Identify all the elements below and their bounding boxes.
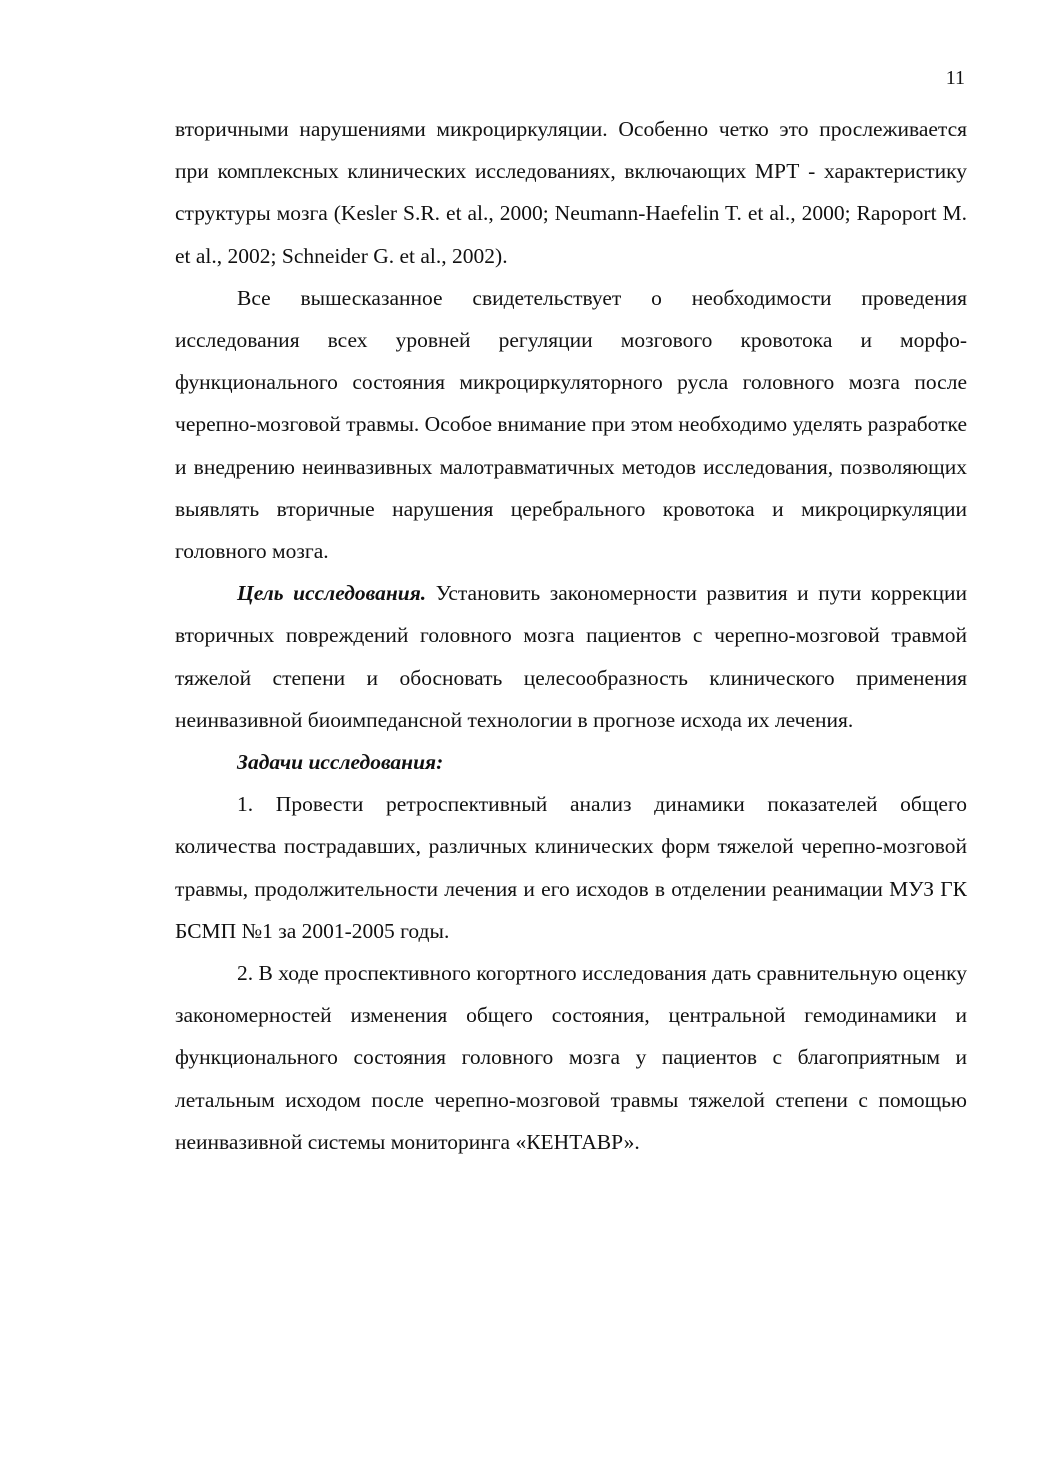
goal-text: Установить закономерности развития и пути коррекции вторичных повреждений головного мозга пациентов с черепно-мозговой травмой тяжелой степени и обосновать целесообразность клинического применения неинвазивной биоимпедансной технологии в прогнозе исхода их лечения.	[175, 581, 967, 732]
paragraph-relevance: Все вышесказанное свидетельствует о необходимости проведения исследования всех уровней регуляции мозгового кровотока и морфо-функционального состояния микроциркуляторного русла головного мозга после черепно-мозговой травмы. Особое внимание при этом необходимо уделять разработке и внедрению неинвазивных малотравматичных методов исследования, позволяющих выявлять вторичные нарушения церебрального кровотока и микроциркуляции головного мозга.	[175, 285, 967, 564]
page-number: 11	[945, 67, 965, 89]
task-item-2: 2. В ходе проспективного когортного исследования дать сравнительную оценку закономерностей изменения общего состояния, центральной гемодинамики и функционального состояния головного мозга у пациентов с благоприятным и летальным исходом после черепно-мозговой травмы тяжелой степени с помощью неинвазивной системы мониторинга «КЕНТАВР».	[175, 961, 967, 1154]
paragraph-goal	[175, 572, 967, 741]
paragraph-continuation: вторичными нарушениями микроциркуляции. Особенно четко это прослеживается при комплексных клинических исследованиях, включающих МРТ - характеристику структуры мозга (Kesler S.R. et al., 2000; Neumann-Haefelin T. et al., 2000; Rapoport M. et al., 2002; Schneider G. et al., 2002).	[175, 117, 967, 268]
tasks-heading: Задачи исследования:	[237, 750, 444, 775]
document-body	[175, 108, 967, 1163]
task-item-1: 1. Провести ретроспективный анализ динамики показателей общего количества пострадавших, различных клинических форм тяжелой черепно-мозговой травмы, продолжительности лечения и его исходов в отделении реанимации МУЗ ГК БСМП №1 за 2001-2005 годы.	[175, 792, 967, 943]
goal-label: Цель исследования.	[237, 581, 427, 606]
